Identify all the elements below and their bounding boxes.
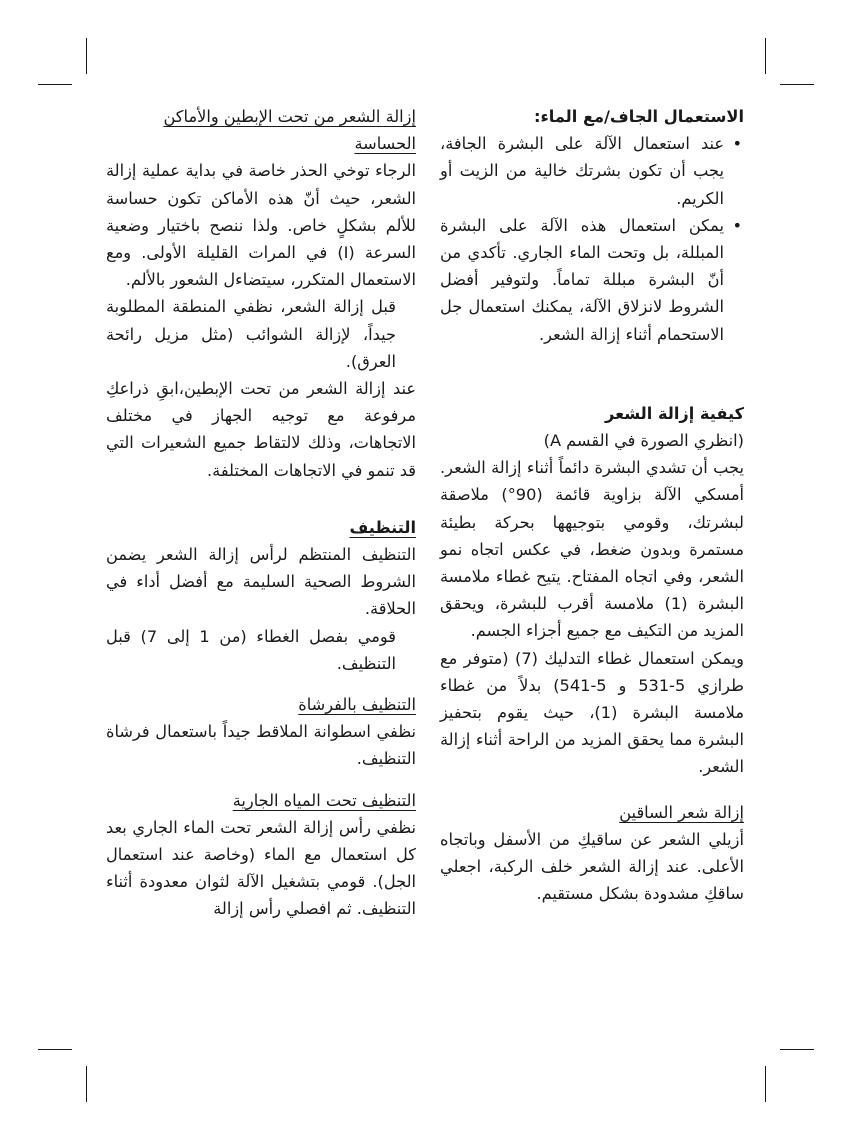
crop-mark	[38, 1049, 72, 1050]
crop-mark	[86, 38, 87, 74]
how-to-heading: كيفية إزالة الشعر	[605, 403, 744, 423]
brush-heading: التنظيف بالفرشاة	[298, 695, 416, 715]
legs-paragraph: أزيلي الشعر عن ساقيكِ من الأسفل وباتجاه الأعلى. عند إزالة الشعر خلف الركبة، اجعلي ساقكِ مشدودة بشكل مستقيم.	[440, 829, 744, 904]
crop-mark	[780, 1049, 814, 1050]
crop-mark	[780, 84, 814, 85]
crop-mark	[86, 1066, 87, 1102]
running-water-heading: التنظيف تحت المياه الجارية	[232, 790, 416, 810]
crop-mark	[765, 1066, 766, 1102]
underarm-direction-paragraph: عند إزالة الشعر من تحت الإبطين،ابقِ ذراعكِ مرفوعة مع توجيه الجهاز في مختلف الاتجاهات، وذلك لالتقاط جميع الشعيرات التي قد تنمو في الاتجاهات المختلفة.	[106, 379, 416, 480]
left-column	[106, 103, 416, 923]
right-column	[440, 103, 744, 907]
underarm-paragraph: الرجاء توخي الحذر خاصة في بداية عملية إزالة الشعر، حيث أنّ هذه الأماكن تكون حساسة للألم بشكلٍ خاص. ولذا ننصح باختيار وضعية السرعة (I) في المرات القليلة الأولى. ومع الاستعمال المتكرر، سيتضاءل الشعور بالألم.	[106, 161, 416, 290]
see-figure-note: (انظري الصورة في القسم A)	[543, 431, 744, 451]
underarm-heading: إزالة الشعر من تحت الإبطين والأماكن الحساسة	[163, 107, 416, 154]
crop-mark	[38, 84, 72, 85]
dry-wet-heading: الاستعمال الجاف/مع الماء:	[534, 107, 744, 126]
dry-wet-list	[440, 130, 744, 348]
running-water-paragraph: نظفي رأس إزالة الشعر تحت الماء الجاري بعد كل استعمال مع الماء (وخاصة عند استعمال الجل). قومي بتشغيل الآلة لثوان معدودة أثناء التنظيف. ثم افصلي رأس إزالة	[106, 817, 416, 919]
cleaning-paragraph: التنظيف المنتظم لرأس إزالة الشعر يضمن الشروط الصحية السليمة مع أفضل أداء في الحلاقة.	[106, 545, 416, 619]
underarm-prep-paragraph: قبل إزالة الشعر، نظفي المنطقة المطلوبة جيداً، لإزالة الشوائب (مثل مزيل رائحة العرق).	[106, 297, 396, 371]
legs-heading: إزالة شعر الساقين	[619, 802, 744, 822]
brush-paragraph: نظفي اسطوانة الملاقط جيداً باستعمال فرشاة التنظيف.	[106, 722, 416, 769]
massage-cap-paragraph: ويمكن استعمال غطاء التدليك (7) (متوفر مع طرازي 5-531 و 5-541) بدلاً من غطاء ملامسة البشرة (1)، حيث يقوم بتحفيز البشرة مما يحقق المزيد من الراحة أثناء إزالة الشعر.	[440, 648, 744, 777]
cleaning-heading: التنظيف	[349, 517, 416, 537]
crop-mark	[765, 38, 766, 74]
cleaning-cap-paragraph: قومي بفصل الغطاء (من 1 إلى 7) قبل التنظيف.	[106, 626, 396, 673]
list-item: • يمكن استعمال هذه الآلة على البشرة المبللة، بل وتحت الماء الجاري. تأكدي من أنّ البشرة مبللة تماماً. ولتوفير أفضل الشروط لانزلاق الآلة، يمكنك استعمال جل الاستحمام أثناء إزالة الشعر.	[440, 212, 724, 348]
how-to-paragraph: يجب أن تشدي البشرة دائماً أثناء إزالة الشعر. أمسكي الآلة بزاوية قائمة (90°) ملاصقة لبشرتك، وقومي بتوجيهها بحركة بطيئة مستمرة وبدون ضغط، في عكس اتجاه نمو الشعر، وفي اتجاه المفتاح. يتيح غطاء ملامسة البشرة (1) ملامسة أقرب للبشرة، ويحقق المزيد من التكيف مع جميع أجزاء الجسم.	[440, 458, 744, 641]
list-item: • عند استعمال الآلة على البشرة الجافة، يجب أن تكون بشرتك خالية من الزيت أو الكريم.	[440, 130, 724, 212]
